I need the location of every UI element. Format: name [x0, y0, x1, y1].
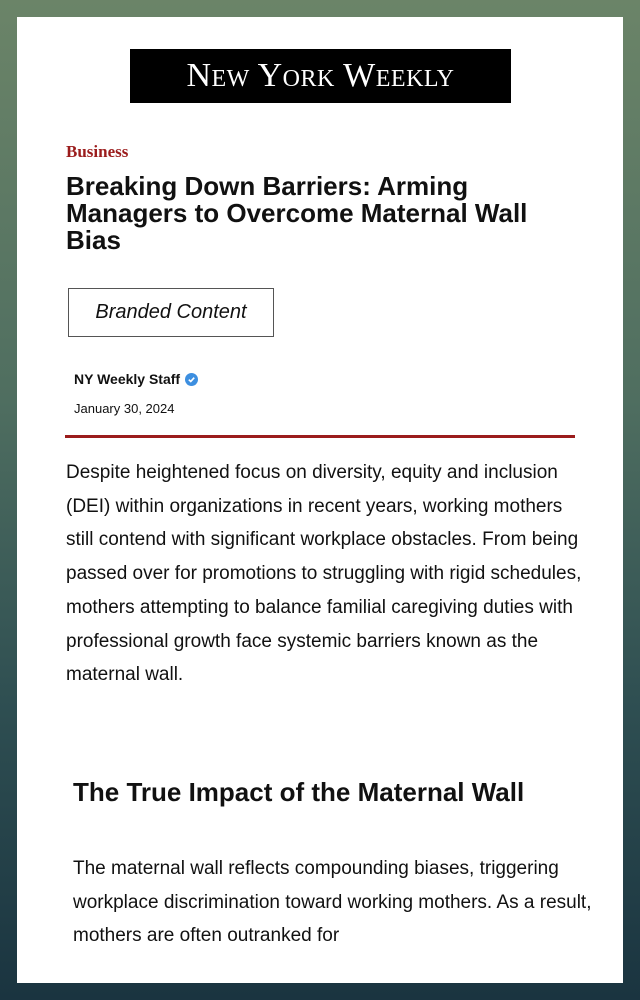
author-name[interactable]: NY Weekly Staff	[74, 371, 181, 387]
article-headline: Breaking Down Barriers: Arming Managers to Overcome Maternal Wall Bias	[66, 171, 528, 255]
article-card	[17, 17, 623, 983]
publish-date: January 30, 2024	[74, 401, 175, 416]
branded-content-badge: Branded Content	[68, 288, 274, 337]
body-paragraph: The maternal wall reflects compounding biases, triggering workplace discrimination toward working mothers. As a result, mothers are often outranked for	[73, 858, 592, 947]
verified-check-icon	[185, 373, 198, 386]
section-heading: The True Impact of the Maternal Wall	[73, 777, 525, 807]
masthead-logo[interactable]: New York Weekly	[130, 49, 511, 103]
author-byline[interactable]	[74, 371, 198, 387]
intro-paragraph: Despite heightened focus on diversity, equity and inclusion (DEI) within organizations in recent years, working mothers still contend with significant workplace obstacles. From being passed over for promotions to struggling with rigid schedules, mothers attempting to balance familial caregiving duties with professional growth face systemic barriers known as the maternal wall.	[66, 462, 582, 686]
section-label[interactable]: Business	[66, 142, 129, 161]
divider	[65, 435, 575, 438]
